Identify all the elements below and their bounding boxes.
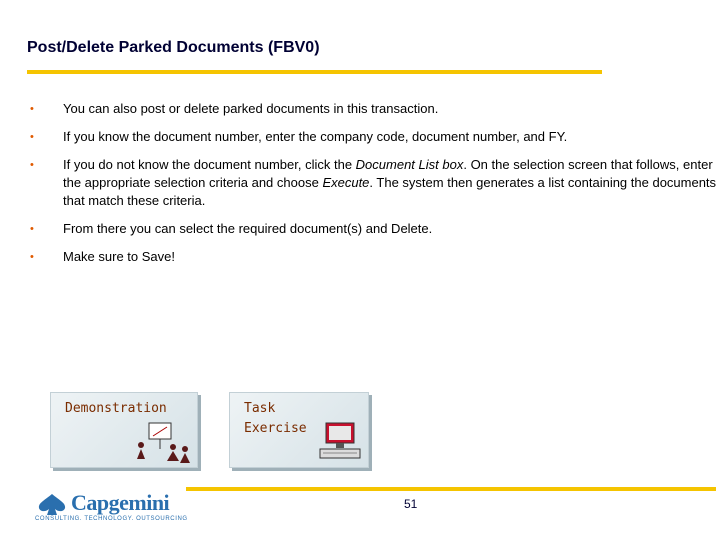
bullet-text [63,101,438,116]
bullet-text [63,129,567,144]
bullet-text-segment: If you do not know the document number, click the [63,157,356,172]
demonstration-card[interactable] [50,392,198,468]
bullet-text-segment: If you know the document number, enter the company code, document number, and FY. [63,129,568,144]
bullet-text [63,249,175,264]
demonstration-label: Demonstration [65,401,167,416]
task-exercise-card[interactable] [229,392,369,468]
bullet-list [30,100,720,276]
bullet-dot-icon: • [30,223,34,235]
bullet-dot-icon: • [30,103,34,115]
exercise-label: Exercise [244,421,307,436]
bullet-dot-icon: • [30,159,34,171]
logo-wordmark: Capgemini [71,490,170,515]
bullet-text-segment: You can also post or delete parked documents in this transaction. [63,101,439,116]
computer-icon [314,417,366,463]
footer-rule [186,487,716,491]
list-item [30,248,720,266]
bullet-dot-icon: • [30,251,34,263]
task-exercise-label [244,399,307,439]
bullet-dot-icon: • [30,131,34,143]
slide-title: Post/Delete Parked Documents (FBV0) [27,39,320,56]
page-number: 51 [404,497,418,511]
logo-tagline: CONSULTING. TECHNOLOGY. OUTSOURCING [35,516,188,522]
capgemini-logo [35,490,188,522]
bullet-text-segment: From there you can select the required document(s) and Delete. [63,221,433,236]
list-item [30,156,720,210]
spade-logo-icon [35,492,69,516]
list-item [30,128,720,146]
bullet-text [63,157,716,208]
presenter-icon [129,419,193,465]
list-item [30,220,720,238]
bullet-text [63,221,432,236]
emphasis-document-list-box: Document List box [355,157,464,172]
bullet-text-segment: . The system then generates a list containing the documents that match these criteria. [63,175,717,208]
emphasis-execute: Execute [322,175,370,190]
list-item [30,100,720,118]
bullet-text-segment: . On the selection screen that follows, enter the appropriate selection criteria and choose [63,157,713,190]
bullet-text-segment: Make sure to Save! [63,249,175,264]
title-underline [27,70,602,74]
task-label: Task [244,401,276,416]
